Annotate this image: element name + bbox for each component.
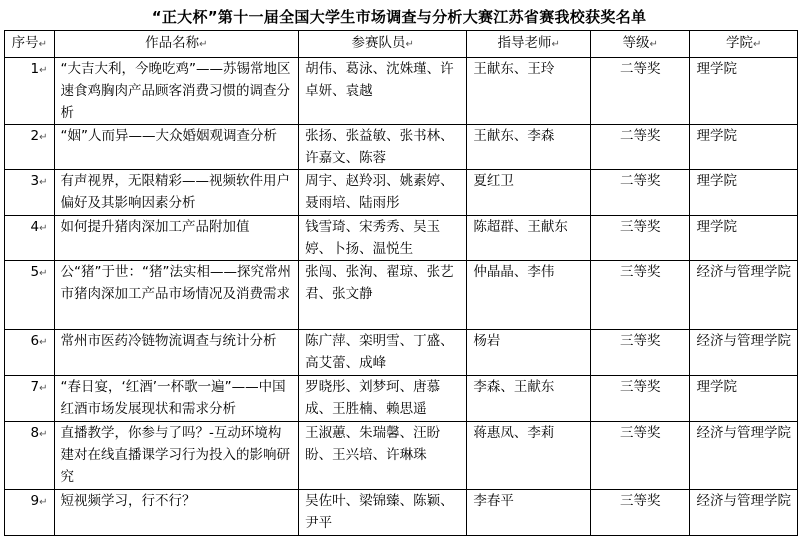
cell-advisor: 杨岩 [467, 330, 591, 376]
page-title: “正大杯”第十一届全国大学生市场调查与分析大赛江苏省赛我校获奖名单 [151, 8, 647, 26]
cell-no: 3↵ [5, 170, 55, 216]
table-row [5, 170, 798, 216]
cell-team: 张闯、张洵、翟琼、张艺君、张文静 [299, 261, 467, 330]
cell-grade: 三等奖 [591, 490, 690, 536]
cell-no: 1↵ [5, 58, 55, 125]
cell-no: 8↵ [5, 422, 55, 490]
cell-work: 常州市医药冷链物流调查与统计分析 [54, 330, 299, 376]
cell-no: 5↵ [5, 261, 55, 330]
table-row [5, 261, 798, 330]
cell-work: 有声视界，无限精彩——视频软件用户偏好及其影响因素分析 [54, 170, 299, 216]
cell-advisor: 王献东、李森 [467, 125, 591, 170]
cell-grade: 三等奖 [591, 376, 690, 422]
cell-work: “春日宴，‘红酒’一杯歌一遍”——中国红酒市场发展现状和需求分析 [54, 376, 299, 422]
cell-no: 4↵ [5, 216, 55, 261]
cell-no: 7↵ [5, 376, 55, 422]
table-row [5, 216, 798, 261]
cell-team: 王淑蕙、朱瑞馨、汪盼盼、王兴培、许琳珠 [299, 422, 467, 490]
table-row [5, 490, 798, 536]
cell-grade: 三等奖 [591, 422, 690, 490]
cell-grade: 二等奖 [591, 58, 690, 125]
cell-no: 9↵ [5, 490, 55, 536]
cell-work: “大吉大利，今晚吃鸡”——苏锡常地区速食鸡胸肉产品顾客消费习惯的调查分析 [54, 58, 299, 125]
cell-college: 理学院 [690, 58, 798, 125]
header-advisor: 指导老师↵ [467, 31, 591, 58]
cell-college: 理学院 [690, 376, 798, 422]
cell-college: 经济与管理学院 [690, 261, 798, 330]
cell-no: 2↵ [5, 125, 55, 170]
cell-advisor: 李森、王献东 [467, 376, 591, 422]
cell-grade: 三等奖 [591, 330, 690, 376]
cell-team: 张扬、张益敏、张书林、许嘉文、陈蓉 [299, 125, 467, 170]
cell-college: 经济与管理学院 [690, 490, 798, 536]
header-college: 学院↵ [690, 31, 798, 58]
header-grade: 等级↵ [591, 31, 690, 58]
cell-college: 理学院 [690, 125, 798, 170]
award-table [4, 30, 798, 536]
cell-work: 公“猪”于世：“猪”法实相——探究常州市猪肉深加工产品市场情况及消费需求 [54, 261, 299, 330]
table-row [5, 125, 798, 170]
cell-advisor: 陈超群、王献东 [467, 216, 591, 261]
cell-advisor: 仲晶晶、李伟 [467, 261, 591, 330]
cell-grade: 三等奖 [591, 261, 690, 330]
cell-advisor: 夏红卫 [467, 170, 591, 216]
header-work: 作品名称↵ [54, 31, 299, 58]
cell-college: 理学院 [690, 170, 798, 216]
cell-team: 罗晓彤、刘梦珂、唐慕成、王胜楠、赖思遥 [299, 376, 467, 422]
cell-grade: 二等奖 [591, 125, 690, 170]
cell-team: 陈广萍、栾明雪、丁盛、高艾蕾、成峰 [299, 330, 467, 376]
table-row [5, 376, 798, 422]
cell-advisor: 王献东、王玲 [467, 58, 591, 125]
cell-advisor: 李春平 [467, 490, 591, 536]
cell-team: 周宇、赵羚羽、姚素婷、聂雨培、陆雨彤 [299, 170, 467, 216]
cell-work: 短视频学习，行不行？ [54, 490, 299, 536]
cell-grade: 三等奖 [591, 216, 690, 261]
table-row [5, 58, 798, 125]
cell-college: 经济与管理学院 [690, 422, 798, 490]
header-row [5, 31, 798, 58]
header-team: 参赛队员↵ [299, 31, 467, 58]
cell-team: 胡伟、葛泳、沈姝瑾、许卓妍、袁越 [299, 58, 467, 125]
table-row [5, 330, 798, 376]
table-row [5, 422, 798, 490]
cell-grade: 二等奖 [591, 170, 690, 216]
cell-work: 直播教学，你参与了吗？-互动环境构建对在线直播课学习行为投入的影响研究 [54, 422, 299, 490]
cell-team: 吴佐叶、梁锦臻、陈颖、尹平 [299, 490, 467, 536]
cell-college: 经济与管理学院 [690, 330, 798, 376]
cell-team: 钱雪琦、宋秀秀、吴玉婷、卜扬、温悦生 [299, 216, 467, 261]
header-no: 序号↵ [5, 31, 55, 58]
cell-work: 如何提升猪肉深加工产品附加值 [54, 216, 299, 261]
cell-advisor: 蒋惠凤、李莉 [467, 422, 591, 490]
cell-work: “姻”人而异——大众婚姻观调查分析 [54, 125, 299, 170]
cell-college: 理学院 [690, 216, 798, 261]
cell-no: 6↵ [5, 330, 55, 376]
